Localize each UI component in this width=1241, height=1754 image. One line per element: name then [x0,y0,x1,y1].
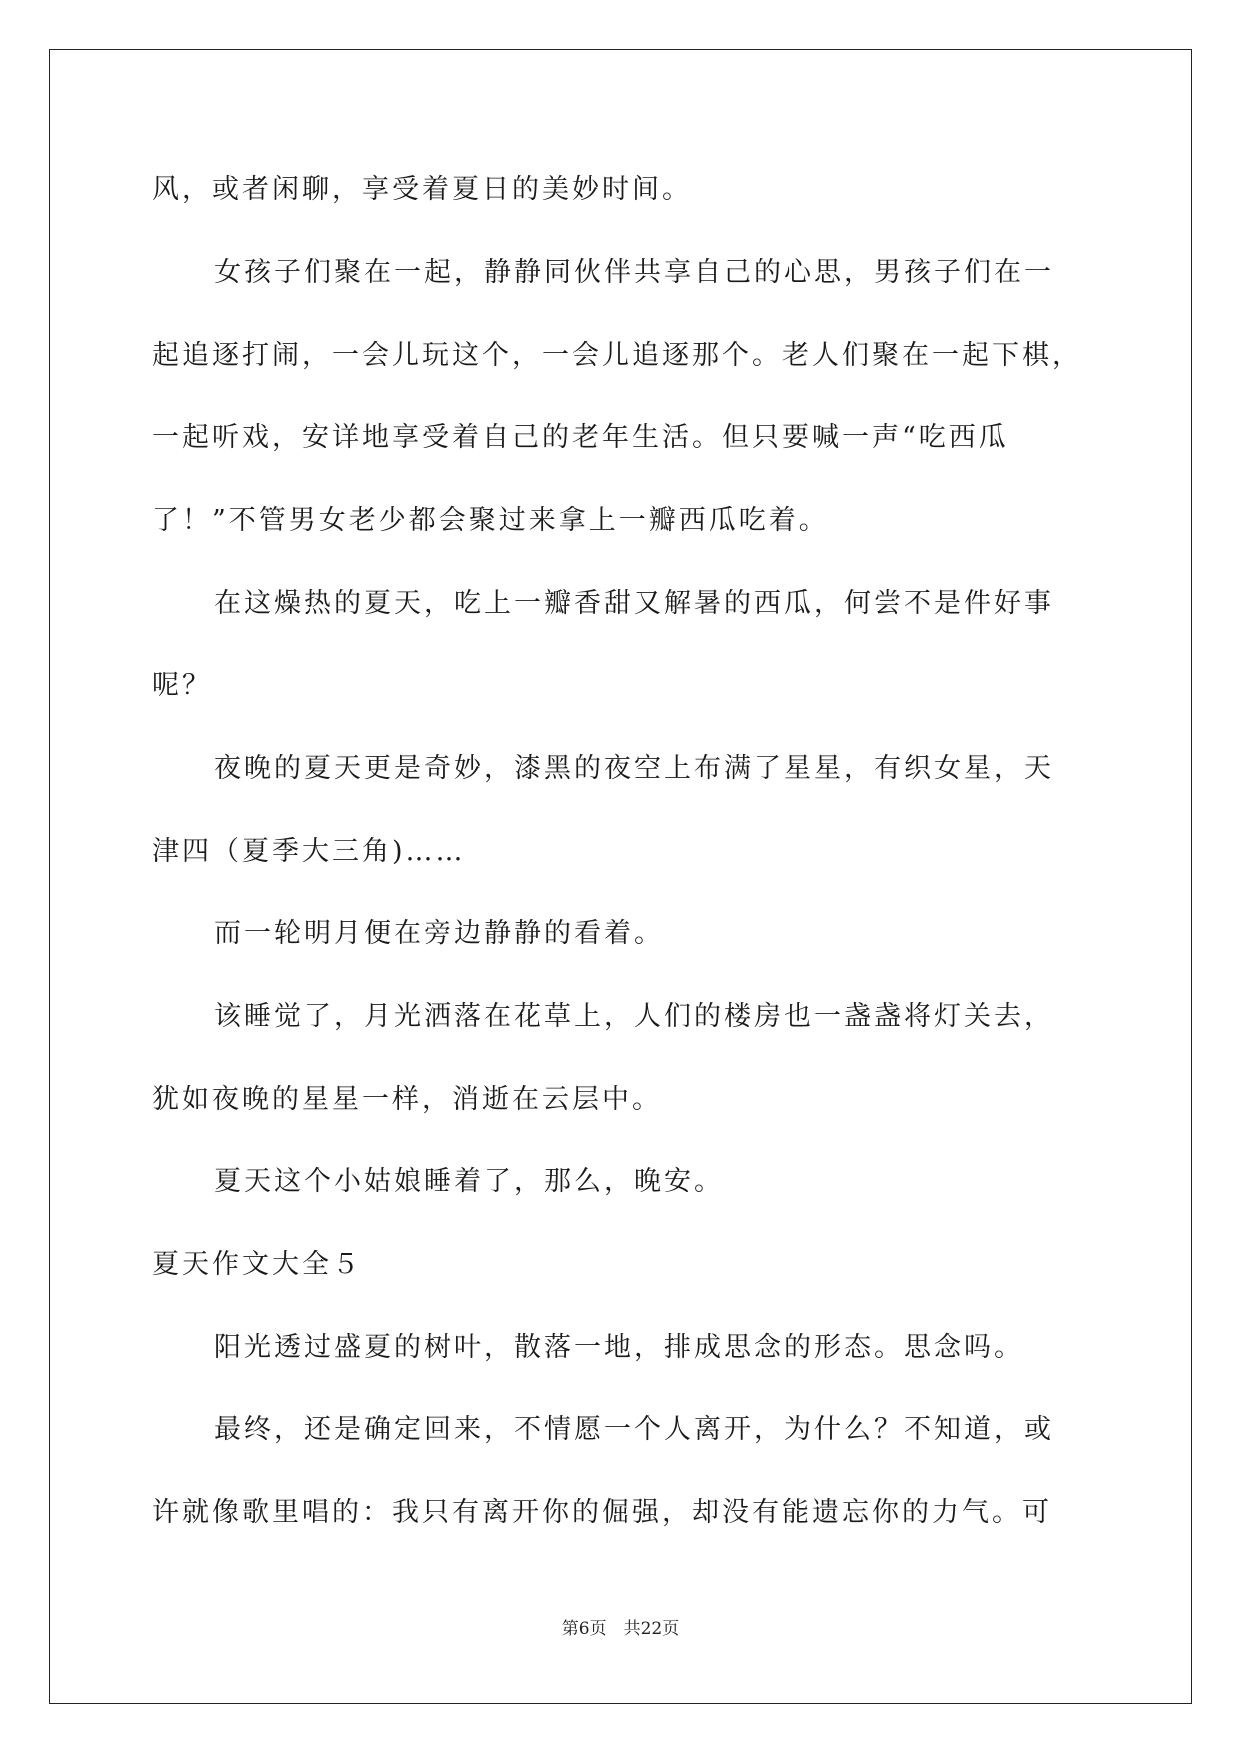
paragraph-start: 夜晚的夏天更是奇妙，漆黑的夜空上布满了星星，有织女星，天 [214,753,1054,784]
page-border [49,49,1192,1704]
text-line: 起追逐打闹，一会儿玩这个，一会儿追逐那个。老人们聚在一起下棋， [152,340,1082,371]
text-line: 许就像歌里唱的：我只有离开你的倔强，却没有能遗忘你的力气。可 [152,1497,1052,1528]
paragraph-start: 夏天这个小姑娘睡着了，那么，晚安。 [214,1166,724,1197]
paragraph-start: 女孩子们聚在一起，静静同伙伴共享自己的心思，男孩子们在一 [214,257,1054,288]
text-line: 一起听戏，安详地享受着自己的老年生活。但只要喊一声“吃西瓜 [152,422,1009,453]
section-heading: 夏天作文大全５ [152,1249,362,1280]
paragraph-start: 在这燥热的夏天，吃上一瓣香甜又解暑的西瓜，何尝不是件好事 [214,588,1054,619]
text-line: 犹如夜晚的星星一样，消逝在云层中。 [152,1084,662,1115]
text-line: 了！”不管男女老少都会聚过来拿上一瓣西瓜吃着。 [152,505,829,536]
paragraph-start: 而一轮明月便在旁边静静的看着。 [214,918,664,949]
paragraph-start: 该睡觉了，月光洒落在花草上，人们的楼房也一盏盏将灯关去， [214,1001,1054,1032]
paragraph-start: 最终，还是确定回来，不情愿一个人离开，为什么？不知道，或 [214,1414,1054,1445]
page-number-footer: 第6页 共22页 [561,1619,680,1639]
text-line: 呢？ [152,670,212,701]
text-line: 风，或者闲聊，享受着夏日的美妙时间。 [152,174,692,205]
paragraph-start: 阳光透过盛夏的树叶，散落一地，排成思念的形态。思念吗。 [214,1332,1024,1363]
text-line: 津四（夏季大三角)…… [152,836,466,867]
